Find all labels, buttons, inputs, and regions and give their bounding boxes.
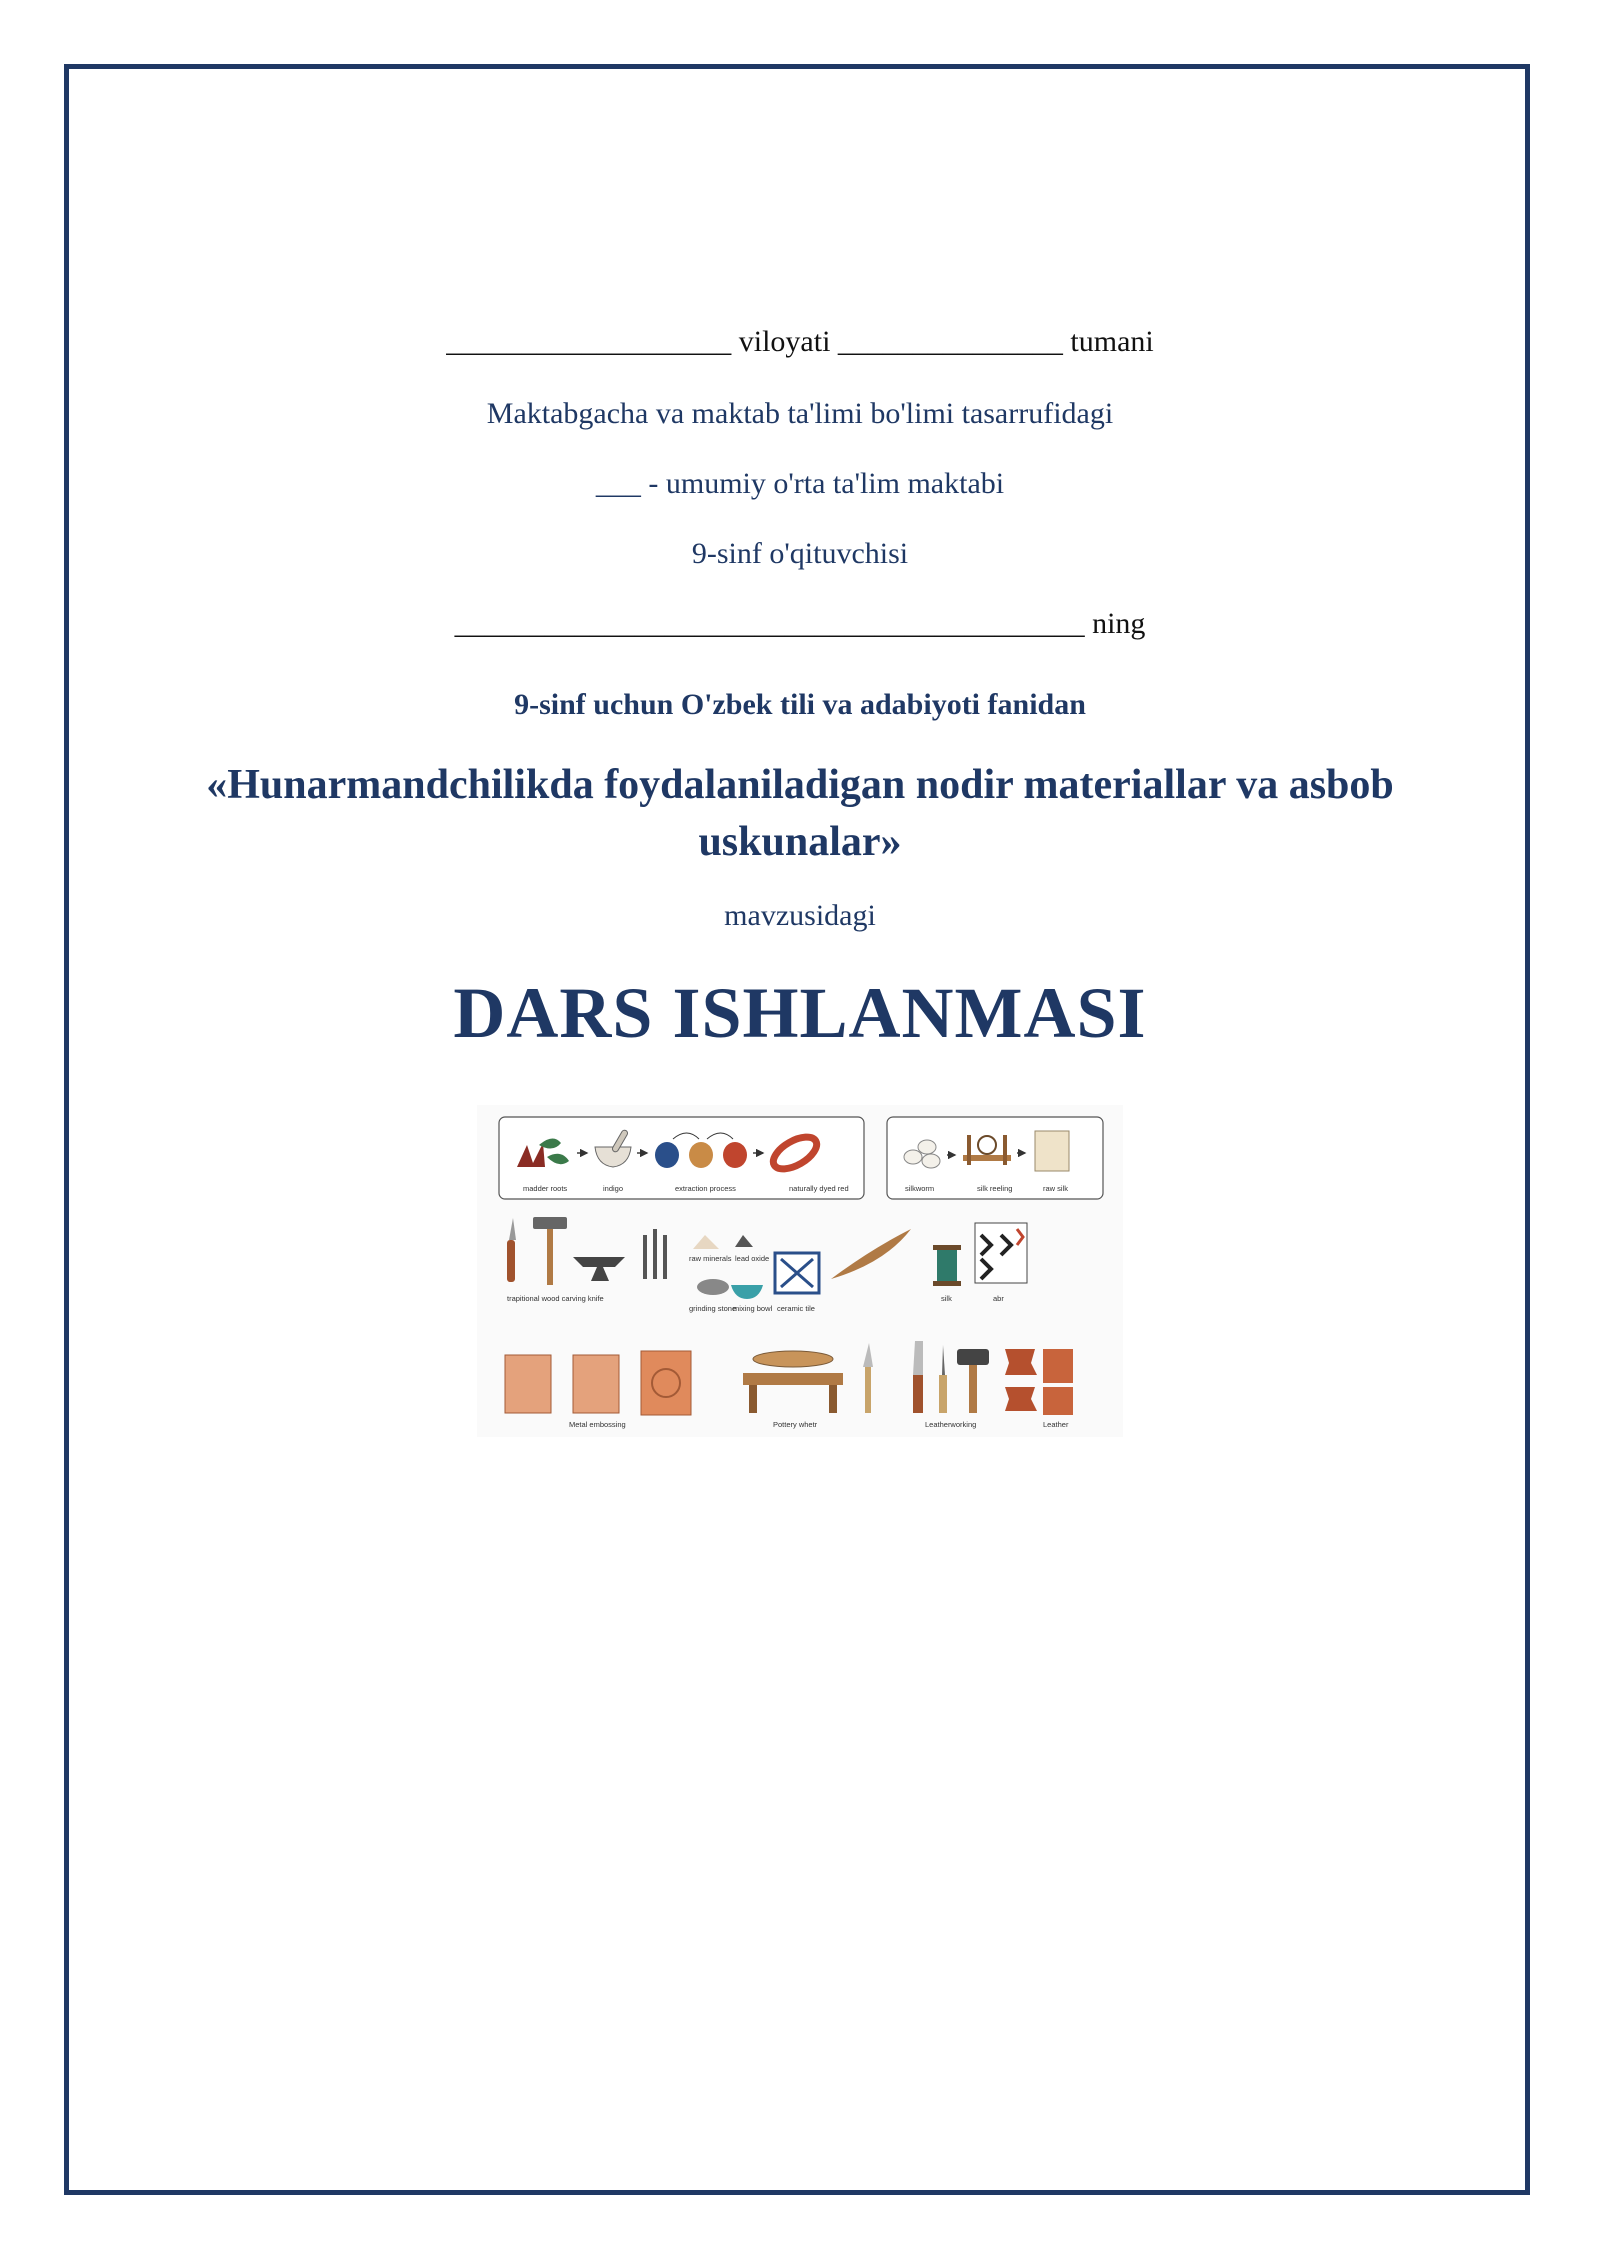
document-title: DARS ISHLANMASI [453, 973, 1147, 1053]
subject-line: 9-sinf uchun O'zbek tili va adabiyoti fanidan [514, 688, 1086, 721]
label-extraction: extraction process [675, 1184, 736, 1193]
school-line: ___ - umumiy o'rta ta'lim maktabi [595, 467, 1005, 500]
label-leather: Leather [1043, 1420, 1069, 1429]
label-raw-silk: raw silk [1043, 1184, 1069, 1193]
raw-silk-icon [1035, 1131, 1069, 1171]
label-carving-knife: trapitional wood carving knife [507, 1294, 604, 1303]
label-silk: silk [941, 1294, 952, 1303]
label-abr: abr [993, 1294, 1004, 1303]
topic-suffix: mavzusidagi [724, 899, 876, 932]
teacher-name-line: __________________________________________ ning [454, 607, 1146, 640]
crafts-illustration [477, 1105, 1123, 1437]
label-pottery: Pottery whetr [773, 1420, 818, 1429]
topic-title: «Hunarmandchilikda foydalaniladigan nodir materiallar va asbob uskunalar» [206, 762, 1394, 865]
label-dyed: naturally dyed red [789, 1184, 849, 1193]
label-indigo: indigo [603, 1184, 624, 1193]
label-leatherworking: Leatherworking [925, 1420, 977, 1429]
label-raw-minerals: raw minerals [689, 1254, 732, 1263]
spool-icon [933, 1245, 961, 1286]
region-line: ___________________ viloyati _______________ tumani [446, 325, 1154, 358]
chisels-icon [643, 1229, 667, 1279]
teacher-role: 9-sinf o'qituvchisi [691, 537, 909, 570]
label-mixing-bowl: mixing bowl [733, 1304, 773, 1313]
label-ceramic-tile: ceramic tile [777, 1304, 815, 1313]
label-madder-roots: madder roots [523, 1184, 568, 1193]
label-lead-oxide: lead oxide [735, 1254, 770, 1263]
label-grinding-stone: grinding stone [689, 1304, 737, 1313]
label-reeling: silk reeling [977, 1184, 1013, 1193]
label-metal-embossing: Metal embossing [569, 1420, 626, 1429]
label-silkworm: silkworm [905, 1184, 935, 1193]
department-line: Maktabgacha va maktab ta'limi bo'limi tasarrufidagi [486, 397, 1114, 430]
metal-embossing-icon [505, 1351, 691, 1415]
abr-fabric-icon [975, 1223, 1027, 1283]
